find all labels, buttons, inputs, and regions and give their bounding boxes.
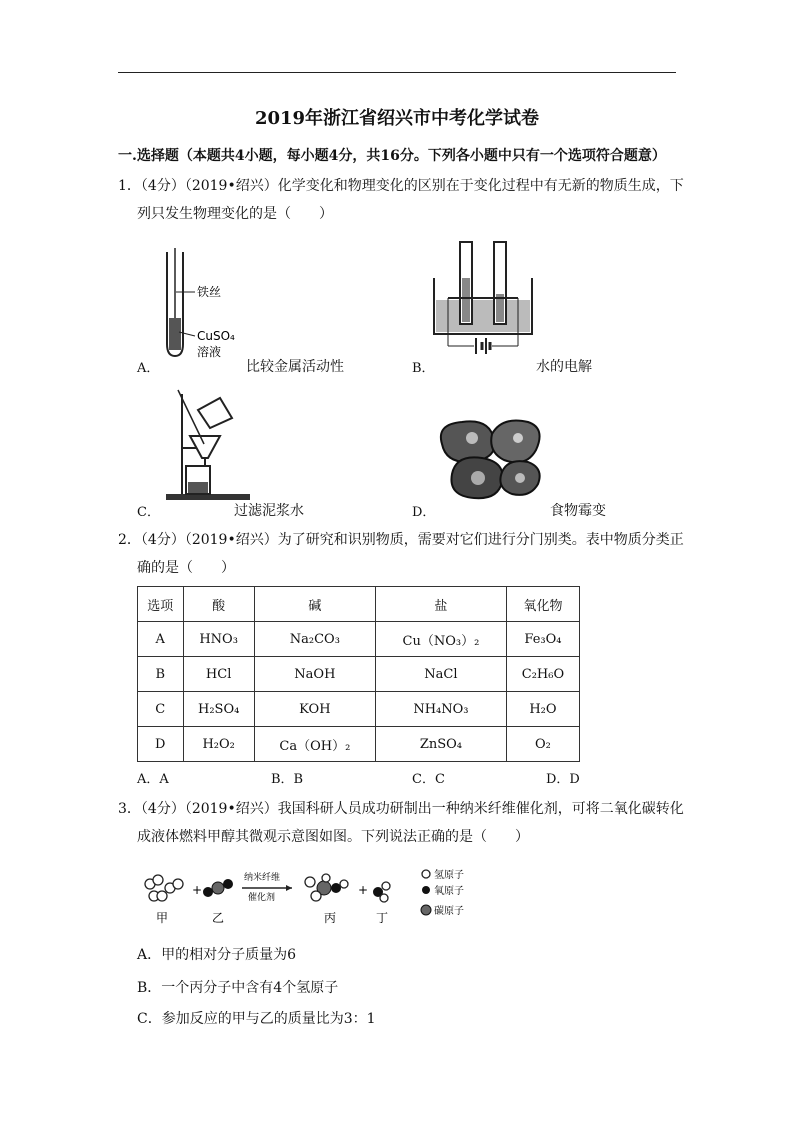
hydrogen-atom-icon [311,891,321,901]
table-cell: NaOH [254,657,375,692]
table-header-cell: 碱 [254,587,375,622]
q3-line1: 3．（4分）（2019•绍兴）我国科研人员成功研制出一种纳米纤维催化剂，可将二氧化碳转化 [118,801,684,817]
diagram-label-jia: 甲 [156,911,169,925]
table-cell: C₂H₆O [506,657,579,692]
q2-choice-a: A．A [137,772,169,787]
q3-choice-a: A．甲的相对分子质量为6 [137,947,297,963]
q1-option-d-caption: 食物霉变 [550,503,606,519]
table-header-row [138,587,580,622]
page-title: 2019年浙江省绍兴市中考化学试卷 [254,108,540,129]
table-cell: Na₂CO₃ [254,622,375,657]
fig-label-iron-wire: 铁丝 [197,285,222,299]
hydrogen-atom-icon [322,874,330,882]
arrow-icon [286,885,292,891]
diagram-label-ding: 丁 [376,911,389,925]
oxygen-atom-icon [203,887,213,897]
q1-option-b-label: B． [412,361,435,376]
legend-carbon: 碳原子 [434,906,464,917]
q1-option-a-label: A． [137,361,160,376]
table-row [138,727,580,762]
q2-choice-d: D．D [546,772,580,787]
table-cell: O₂ [506,727,579,762]
table-row [138,657,580,692]
table-cell: D [138,727,184,762]
svg-text:+: + [358,883,369,897]
table-header-cell: 酸 [183,587,254,622]
table-cell: NaCl [375,657,506,692]
legend-hydrogen: 氢原子 [434,870,464,881]
hydrogen-atom-icon [157,891,167,901]
table-row [138,692,580,727]
table-cell: Cu（NO₃）₂ [375,622,506,657]
legend-oxygen-icon [422,886,430,894]
table-cell: A [138,622,184,657]
table-header-cell: 氧化物 [506,587,579,622]
q1-option-a-caption: 比较金属活动性 [246,359,344,375]
hydrogen-atom-icon [382,882,390,890]
top-rule [118,72,676,73]
diagram-label-yi: 乙 [212,911,225,925]
svg-text:+: + [192,883,203,897]
q2-choice-c: C．C [412,772,445,787]
carbon-atom-icon [212,882,224,894]
table-cell: B [138,657,184,692]
legend-carbon-icon [421,905,431,915]
catalyst-label-top: 纳米纤维 [244,873,281,883]
table-cell: Ca（OH）₂ [254,727,375,762]
q1-option-d-label: D． [412,505,436,520]
oxygen-atom-icon [223,879,233,889]
q1-option-b-caption: 水的电解 [536,359,592,375]
moldy-food-figure [432,414,550,502]
fig-label-solution: 溶液 [197,345,222,359]
q1-line1: 1．（4分）（2019•绍兴）化学变化和物理变化的区别在于变化过程中有无新的物质生成，下 [118,178,684,194]
q1-option-c-caption: 过滤泥浆水 [234,503,304,519]
fig-label-cuso4: CuSO₄ [197,329,235,343]
reaction-diagram [140,866,480,926]
hydrogen-atom-icon [380,894,388,902]
q1-option-c-label: C． [137,505,160,520]
table-cell: H₂O₂ [183,727,254,762]
hydrogen-atom-icon [153,875,163,885]
hydrogen-atom-icon [340,880,348,888]
q3-choice-b: B．一个丙分子中含有4个氢原子 [137,980,339,996]
table-row [138,622,580,657]
q2-line1: 2．（4分）（2019•绍兴）为了研究和识别物质，需要对它们进行分门别类。表中物质分类正 [118,532,684,548]
table-header-cell: 选项 [138,587,184,622]
table-cell: C [138,692,184,727]
catalyst-label-bottom: 催化剂 [248,893,276,903]
table-cell: H₂SO₄ [183,692,254,727]
table-cell: KOH [254,692,375,727]
section-heading: 一.选择题（本题共4小题，每小题4分，共16分。下列各小题中只有一个选项符合题意） [118,148,666,164]
classification-table [137,586,580,762]
table-cell: Fe₃O₄ [506,622,579,657]
table-cell: HCl [183,657,254,692]
electrolysis-figure [428,238,538,356]
hydrogen-atom-icon [305,877,315,887]
q1-line2: 列只发生物理变化的是（ ） [137,206,333,222]
filtration-figure [150,384,250,504]
table-cell: NH₄NO₃ [375,692,506,727]
table-cell: HNO₃ [183,622,254,657]
diagram-label-bing: 丙 [324,911,337,925]
table-cell: H₂O [506,692,579,727]
legend-oxygen: 氧原子 [434,886,464,897]
q3-line2: 成液体燃料甲醇其微观示意图如图。下列说法正确的是（ ） [137,829,529,845]
table-header-cell: 盐 [375,587,506,622]
q2-choice-b: B．B [271,772,304,787]
test-tube-figure [155,244,245,364]
q3-choice-c: C．参加反应的甲与乙的质量比为3：1 [137,1011,376,1027]
hydrogen-atom-icon [173,879,183,889]
q2-line2: 确的是（ ） [137,560,235,576]
table-cell: ZnSO₄ [375,727,506,762]
legend-hydrogen-icon [422,870,430,878]
